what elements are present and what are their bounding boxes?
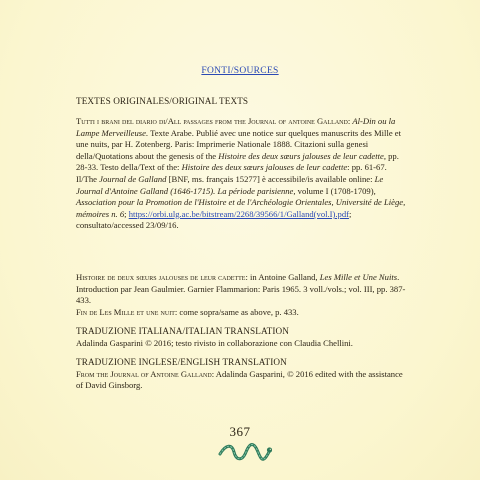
entry-title: From the Journal of Antoine Galland: [76, 368, 212, 379]
entry-work-title: Al-Din ou la Lampe Merveilleuse: [76, 116, 396, 138]
entry-text: ; consultato/accessed 23/09/16.: [76, 208, 352, 231]
sources-header-link[interactable]: FONTI/SOURCES: [201, 66, 279, 76]
entry-text: , volume I (1708-1709),: [293, 185, 376, 196]
entry-text: : pp. 61-67. Il/The: [76, 162, 387, 184]
entry-title: Tutti i brani del diario di/All passages from the Journal of antoine Galland:: [76, 116, 351, 126]
entry-ref: Association pour la Promotion de l'Histoire et de l'Archéologie Orientales, Université de Liège, mémoires n. 6: [76, 197, 406, 219]
entry-ref: Histoire des deux sœurs jalouses de leur cadette: [218, 150, 384, 161]
entry-ref: Les Mille et Une Nuits: [319, 272, 398, 282]
entry-histoire-text: [76, 272, 406, 307]
serpent-ornament-icon: [218, 440, 272, 466]
entry-title: Histoire de deux sœurs jalouses de leur cadette: [76, 272, 246, 282]
entry-ref: Journal de Galland: [99, 173, 167, 184]
english-translation-text: [76, 369, 406, 392]
entry-title: Fin de Les Mille et une nuit: [76, 306, 175, 317]
original-texts-heading: TEXTES ORIGINALES/ORIGINAL TEXTS: [76, 96, 249, 106]
entry-text: : Adalinda Gasparini, © 2016 edited with the assistance of David Ginsborg.: [76, 368, 403, 391]
english-translation-heading: TRADUZIONE INGLESE/ENGLISH TRANSLATION: [76, 357, 287, 367]
italian-translation-heading: TRADUZIONE ITALIANA/ITALIAN TRANSLATION: [76, 326, 290, 336]
entry-fin-text: [76, 307, 406, 319]
entry-ref: Le Journal d'Antoine Galland (1646-1715). La période parisienne: [76, 173, 384, 196]
entry-galland-journal: [76, 116, 406, 232]
english-translation-section: [76, 357, 406, 392]
entry-text: ;: [124, 208, 127, 219]
entry-text: . Texte Arabe. Publié avec une notice sur quelques manuscrits des Mille et une nuits, par H. Zotenberg. Paris: Imprimerie Nationale 1888. Citazioni sulla genesi della/Quotations about the genesis of the: [76, 127, 401, 161]
entry-text: : come sopra/same as above, p. 433.: [174, 306, 299, 317]
entry-histoire: [76, 272, 406, 318]
galland-pdf-link[interactable]: https://orbi.ulg.ac.be/bitstream/2268/39566/1/Galland(vol.I).pdf: [128, 208, 349, 219]
entry-ref: Histoire des deux sœurs jalouses de leur cadette: [181, 162, 348, 173]
entry-text: , pp. 28-33. Testo della/Text of the:: [76, 150, 399, 173]
original-texts-section: [76, 96, 406, 108]
entry-text: : in Antoine Galland,: [245, 272, 318, 282]
entry-galland-journal-text: [76, 116, 406, 232]
page-number: 367: [229, 424, 251, 439]
italian-translation-section: [76, 326, 406, 349]
entry-text: [BNF, ms. français 15277] è accessibile/is available online:: [168, 173, 373, 184]
italian-translation-text: Adalinda Gasparini © 2016; testo rivisto in collaborazione con Claudia Chellini.: [76, 337, 353, 348]
entry-text: . Introduction par Jean Gaulmier. Garnier Flammarion: Paris 1965. 3 voll./vols.; vol. III, pp. 387-433.: [76, 272, 406, 306]
